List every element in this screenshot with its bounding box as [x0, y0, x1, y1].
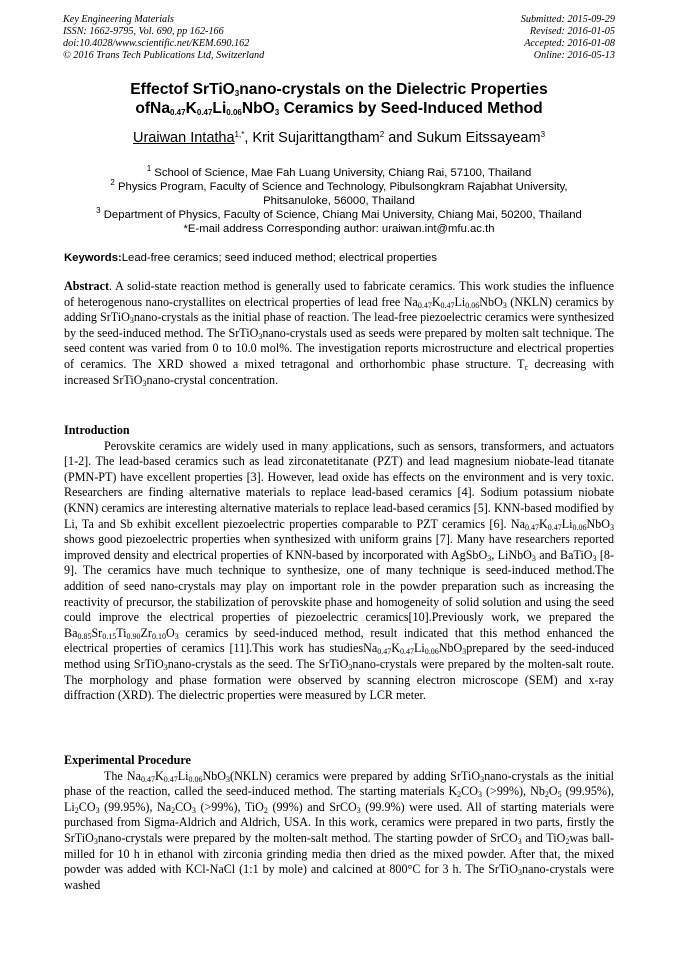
- date-accepted: Accepted: 2016-01-08: [524, 38, 615, 49]
- experimental-heading: Experimental Procedure: [64, 753, 191, 767]
- affiliation-2-cont: Phitsanuloke, 56000, Thailand: [263, 195, 415, 207]
- author-list: Uraiwan Intatha$^{1,*}$, Krit Sujarittangtham$^2$ and Sukum Eitssayeam$^3$: [132, 130, 546, 146]
- title-line-2: $ofNa_{0.47}K_{0.47}Li_{0.06}NbO_3$ Ceramics by Seed-Induced Method: [135, 100, 543, 117]
- author-3: and Sukum Eitssayeam: [384, 130, 541, 146]
- date-revised: Revised: 2016-01-05: [529, 26, 615, 37]
- journal-issn: ISSN: 1662-9795, Vol. 690, pp 162-166: [63, 26, 224, 37]
- keywords: [64, 251, 614, 265]
- abstract-label: Abstract: [64, 279, 110, 293]
- affiliations: [40, 166, 638, 236]
- experimental-paragraph: The $Na_{0.47}K_{0.47}Li_{0.06}NbO_3(NKLN)$ ceramics were prepared by adding SrTiO$_3$nano-crystals as the initial phase of the reaction, called the seed-induced method. The starting materials $K_2CO_3$ (>99%), $Nb_2O_5$ (99.95%), $Li_2CO_3$ (99.95%), $Na_2CO_3$ (>99%), TiO$_2$ (99%) and SrCO$_3$ (99.9%) were used. All of starting materials were purchased from Sigma-Aldrich and Aldrich, USA. In this work, ceramics were prepared in two parts, firstly the SrTiO$_3$nano-crystals were prepared by the molten-salt method. The starting powder of SrCO$_3$ and TiO$_2$was ball-milled for 10 h in ethanol with zirconia grinding media then dried as the mixed powder. After that, the mixed powder was added with KCl-NaCl (1:1 by mole) and calcined at 800°C for 3 h. The SrTiO$_3$nano-crystals were washed: [64, 768, 615, 892]
- affiliation-2: $^2$ Physics Program, Faculty of Science and Technology, Pibulsongkram Rajabhat University,: [110, 178, 568, 193]
- author-1: Uraiwan Intatha: [132, 130, 235, 146]
- journal-doi[interactable]: doi:10.4028/www.scientific.net/KEM.690.162: [63, 38, 250, 49]
- paper-title: [40, 80, 638, 118]
- introduction-section: [64, 423, 614, 704]
- introduction-heading: Introduction: [64, 423, 130, 437]
- introduction-paragraph: Perovskite ceramics are widely used in many applications, such as sensors, transformers, and actuators [1-2]. The lead-based ceramics such as lead zirconatetitanate (PZT) and lead magnesium niobate-lead titanate (PMN-PT) have excellent properties [3]. However, lead oxide has effects on the environment and is very toxic. Researchers are finding alternative materials to replace lead-based ceramics [4]. Sodium potassium niobate (KNN) ceramics are interesting alternative materials to replace lead-based ceramics [5]. KNN-based modified by Li, Ta and Sb exhibit excellent piezoelectric properties comparable to PZT ceramics [6]. $Na_{0.47}K_{0.47}Li_{0.06}NbO_3$ shows good piezoelectric properties when synthesized with uniform grains [7]. Many have researchers reported improved density and electrical properties of KNN-based by incorporated with AgSbO$_3$, LiNbO$_3$ and BaTiO$_3$ [8-9]. The ceramics have much technique to synthesize, one of many technique is seed-induced method.The addition of seed nano-crystals may play on important role in the powder preparation such as increasing the reactivity of precursor, the stabilization of perovskite phase and homogeneity of solid solution and using the seed could improve the electrical properties of piezoelectric ceramics[10].Previously work, we prepared the $Ba_{0.85}Sr_{0.15}Ti_{0.90}Zr_{0.10}O_3$ ceramics by seed-induced method, result indicated that this method enhanced the electrical properties of ceramics [11].This work has $studiesNa_{0.47}K_{0.47}Li_{0.06}NbO_3prepared$ by the seed-induced method using SrTiO$_3$nano-crystals as the seed. The SrTiO$_3$nano-crystals were prepared by the molten-salt route. The morphology and phase formation were observed by scanning electron microscope (SEM) and x-ray diffraction (XRD). The dielectric properties were measured by LCR meter.: [64, 438, 615, 703]
- corresponding-email: *E-mail address Corresponding author: uraiwan.int@mfu.ac.th: [183, 223, 495, 235]
- journal-copyright: © 2016 Trans Tech Publications Ltd, Switzerland: [63, 50, 265, 61]
- experimental-section: [64, 753, 614, 893]
- keywords-label: Keywords:: [64, 252, 122, 264]
- title-line-1: Effectof SrTiO$_3$nano-crystals on the Dielectric Properties: [130, 81, 548, 98]
- affiliation-1: $^1$ School of Science, Mae Fah Luang University, Chiang Rai, 57100, Thailand: [146, 164, 532, 179]
- affiliation-3: $^3$ Department of Physics, Faculty of Science, Chiang Mai University, Chiang Mai, 50200, Thailand: [96, 206, 582, 221]
- journal-header-left: [63, 14, 264, 62]
- abstract: Abstract. A solid-state reaction method is generally used to fabricate ceramics. This work studies the influence of heterogenous nano-crystallites on electrical properties of lead free $Na_{0.47}K_{0.47}Li_{0.06}NbO_3$ (NKLN) ceramics by adding SrTiO$_3$nano-crystals as the initial phase of reaction. The lead-free piezoelectric ceramics were synthesized by the seed-induced method. The SrTiO$_3$nano-crystals used as seeds were prepared by molten salt technique. The seed content was varied from 0 to 10.0 mol%. The investigation reports microstructure and electrical properties of ceramics. The XRD showed a mixed tetragonal and orthorhombic phase structure. $T_c$ decreasing with increased SrTiO$_3$nano-crystal concentration.: [64, 279, 615, 388]
- author-2: , Krit Sujarittangtham: [244, 130, 380, 146]
- date-online: Online: 2016-05-13: [533, 50, 615, 61]
- journal-header-right: [521, 14, 615, 62]
- keywords-text: Lead-free ceramics; seed induced method; electrical properties: [121, 252, 437, 264]
- journal-name: Key Engineering Materials: [63, 14, 174, 25]
- date-submitted: Submitted: 2015-09-29: [520, 14, 615, 25]
